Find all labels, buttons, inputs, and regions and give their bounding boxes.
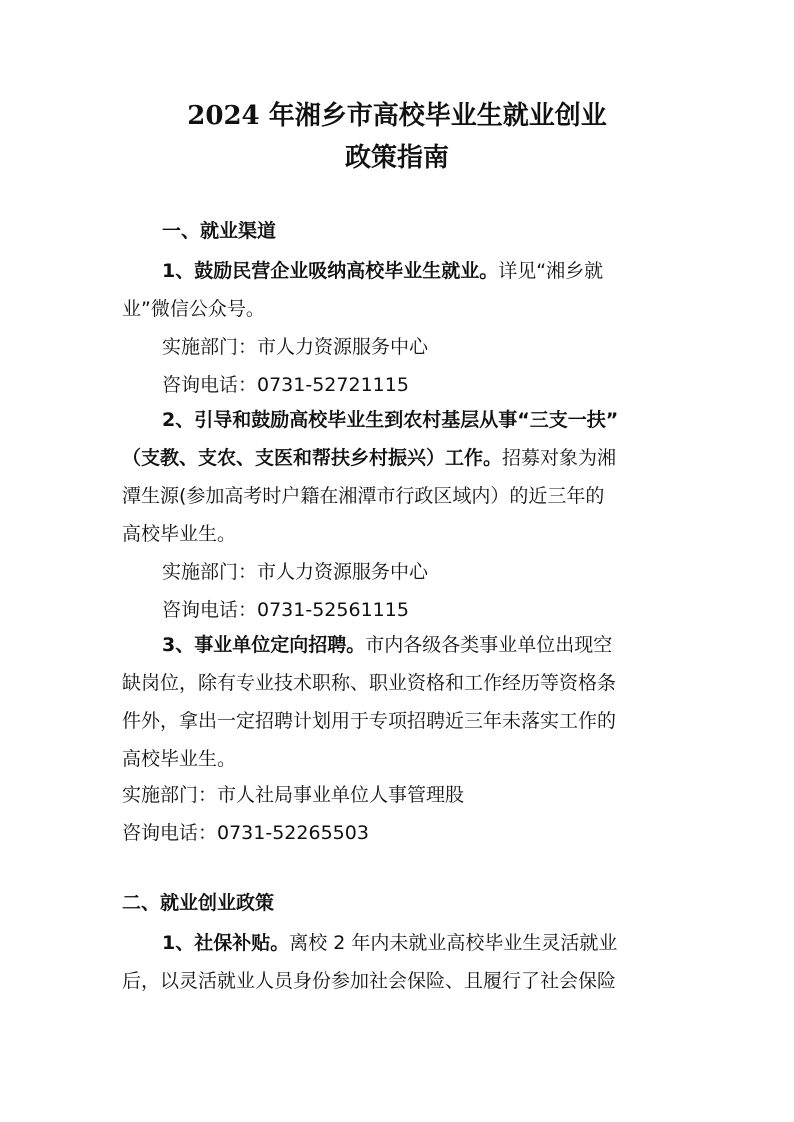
item1-body: 详见“湘乡就 (498, 260, 604, 282)
policy1-body: 离校 2 年内未就业高校毕业生灵活就业 (289, 932, 618, 954)
item3-department: 实施部门：市人社局事业单位人事管理股 (122, 784, 465, 806)
item2-lead-line1: 2、引导和鼓励高校毕业生到农村基层从事“三支一扶” (162, 409, 619, 431)
item3-body: 市内各级各类事业单位出现空 (365, 634, 613, 656)
item3-lead: 3、事业单位定向招聘。 (162, 634, 366, 656)
item3-line1 (162, 630, 612, 660)
policy1-lead: 1、社保补贴。 (162, 932, 290, 954)
section-heading-employment-policies: 二、就业创业政策 (122, 892, 275, 914)
item2-department: 实施部门：市人力资源服务中心 (162, 561, 429, 583)
item1-body-line2: 业”微信公众号。 (122, 298, 265, 320)
item1-lead: 1、鼓励民营企业吸纳高校毕业生就业。 (162, 260, 499, 282)
item2-body-line3: 潭生源(参加高考时户籍在湘潭市行政区域内）的近三年的 (122, 485, 605, 507)
document-title-line1: 2024 年湘乡市高校毕业生就业创业 (187, 101, 607, 131)
item3-body-line3: 件外，拿出一定招聘计划用于专项招聘近三年未落实工作的 (122, 710, 617, 732)
policy1-line1 (162, 928, 617, 958)
item3-body-line4: 高校毕业生。 (122, 748, 237, 770)
item2-body-line4: 高校毕业生。 (122, 523, 237, 545)
item2-line2 (122, 443, 616, 473)
document-title-line2: 政策指南 (344, 143, 449, 173)
item2-phone: 咨询电话：0731-52561115 (162, 599, 409, 621)
item1-phone: 咨询电话：0731-52721115 (162, 374, 409, 396)
item3-body-line2: 缺岗位，除有专业技术职称、职业资格和工作经历等资格条 (122, 672, 617, 694)
item3-phone: 咨询电话：0731-52265503 (122, 822, 369, 844)
item1-line1 (162, 256, 603, 286)
item2-lead-line2: （支教、支农、支医和帮扶乡村振兴）工作。 (122, 447, 503, 469)
item1-department: 实施部门：市人力资源服务中心 (162, 336, 429, 358)
item2-body: 招募对象为湘 (502, 447, 617, 469)
policy1-body-line2: 后，以灵活就业人员身份参加社会保险、且履行了社会保险 (122, 970, 617, 992)
section-heading-employment-channels: 一、就业渠道 (162, 220, 277, 242)
